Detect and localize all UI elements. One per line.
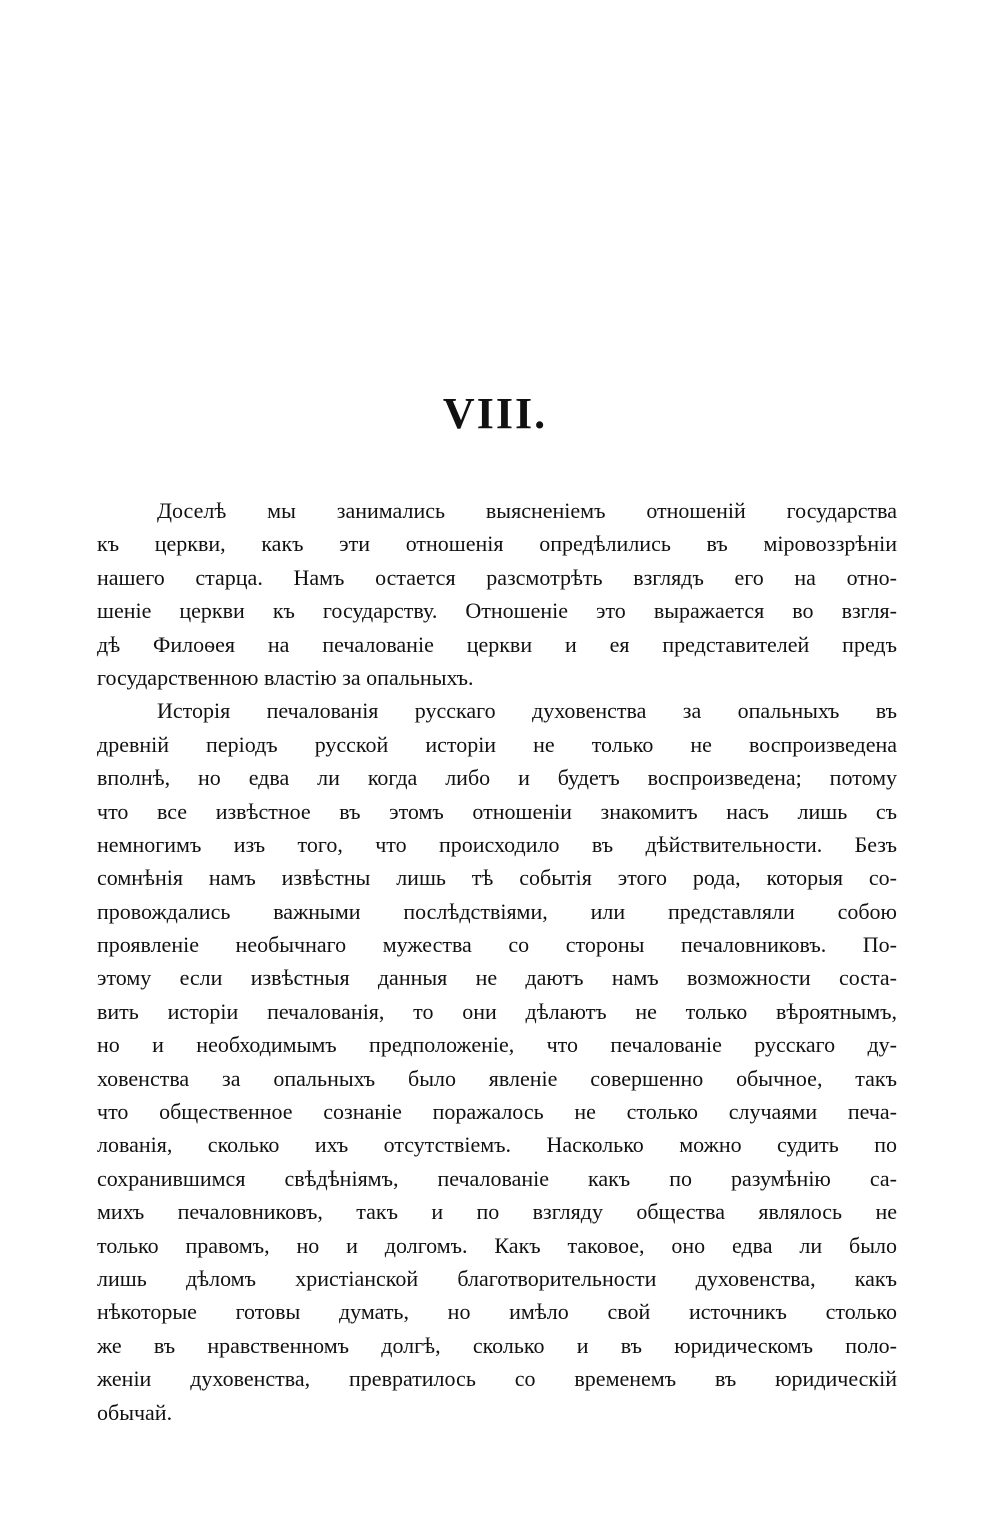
text-line: но и необходимымъ предположеніе, что печалованіе русскаго ду- — [97, 1032, 897, 1058]
paragraph — [97, 494, 897, 694]
text-line: что общественное сознаніе поражалось не столько случаями печа- — [97, 1099, 897, 1125]
text-line: Доселѣ мы занимались выясненіемъ отношеній государства — [157, 498, 897, 523]
text-line: сохранившимся свѣдѣніямъ, печалованіе какъ по разумѣнію са- — [97, 1165, 897, 1191]
paragraph — [97, 694, 897, 1429]
text-line: сомнѣнія намъ извѣстны лишь тѣ событія этого рода, которыя со- — [97, 865, 897, 891]
text-line: шеніе церкви къ государству. Отношеніе это выражается во взгля- — [97, 598, 897, 624]
text-line: вить исторіи печалованія, то они дѣлаютъ не только вѣроятнымъ, — [97, 998, 897, 1024]
text-line: женіи духовенства, превратилось со временемъ въ юридическій — [97, 1366, 897, 1392]
text-line: вполнѣ, но едва ли когда либо и будетъ воспроизведена; потому — [97, 765, 897, 791]
text-line: михъ печаловниковъ, такъ и по взгляду общества являлось не — [97, 1199, 897, 1225]
text-line: только правомъ, но и долгомъ. Какъ таковое, оно едва ли было — [97, 1232, 897, 1258]
text-line: лишь дѣломъ христіанской благотворительности духовенства, какъ — [97, 1265, 897, 1291]
text-line: же въ нравственномъ долгѣ, сколько и въ юридическомъ поло- — [97, 1332, 897, 1358]
text-line: проявленіе необычнаго мужества со стороны печаловниковъ. По- — [97, 932, 897, 958]
text-line: немногимъ изъ того, что происходило въ дѣйствительности. Безъ — [97, 831, 897, 857]
text-line: къ церкви, какъ эти отношенія опредѣлились въ міровоззрѣніи — [97, 531, 897, 557]
text-line: Исторія печалованія русскаго духовенства за опальныхъ въ — [157, 698, 897, 724]
text-line: ховенства за опальныхъ было явленіе совершенно обычное, такъ — [97, 1065, 897, 1091]
text-line: дѣ Филоѳея на печалованіе церкви и ея представителей предъ — [97, 631, 897, 657]
text-line: обычай. — [97, 1399, 173, 1425]
text-line: нѣкоторые готовы думать, но имѣло свой источникъ столько — [97, 1299, 897, 1325]
text-line: нашего старца. Намъ остается разсмотрѣть взглядъ его на отно- — [97, 564, 897, 590]
chapter-heading: VIII. — [442, 389, 548, 438]
text-line: провождались важными послѣдствіями, или представляли собою — [97, 898, 897, 924]
text-line: древній періодъ русской исторіи не только не воспроизведена — [97, 731, 897, 757]
text-line: государственною властію за опальныхъ. — [97, 664, 474, 690]
body-text — [97, 494, 897, 1429]
text-line: этому если извѣстныя данныя не даютъ намъ возможности соста- — [97, 965, 897, 991]
text-line: что все извѣстное въ этомъ отношеніи знакомитъ насъ лишь съ — [97, 798, 897, 824]
text-line: лованія, сколько ихъ отсутствіемъ. Насколько можно судить по — [97, 1132, 897, 1158]
